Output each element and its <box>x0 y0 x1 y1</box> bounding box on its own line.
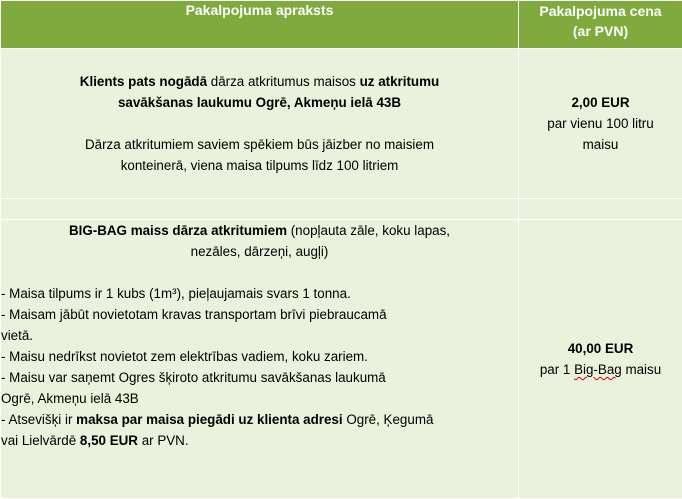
big-bag-bullet-pickup-line2: Ogrē, Akmeņu ielā 43B <box>1 388 518 409</box>
big-bag-bullet-delivery-line2 <box>1 430 518 451</box>
delivery-fee-bold: maksa par maisa piegādi uz klienta adresi <box>76 412 342 427</box>
self-delivery-line1 <box>1 71 518 92</box>
self-delivery-price-unit-line1: par vienu 100 litru <box>519 113 682 134</box>
big-bag-price-value: 40,00 EUR <box>568 341 634 356</box>
big-bag-price <box>519 220 682 499</box>
big-bag-description <box>1 220 519 499</box>
big-bag-title-line2: nezāles, dārzeņi, augļi) <box>1 241 518 262</box>
big-bag-bullet-restriction: - Maisu nedrīkst novietot zem elektrības vadiem, koku zariem. <box>1 346 518 367</box>
big-bag-unit-b: Big-Bag <box>574 362 622 377</box>
big-bag-bullet-volume: - Maisa tilpums ir 1 kubs (1m³), pieļaujamais svars 1 tonna. <box>1 283 518 304</box>
delivery-price-bold: 8,50 EUR <box>80 433 138 448</box>
big-bag-bullet-placement-line1: - Maisam jābūt novietotam kravas transportam brīvi piebraucamā <box>1 304 518 325</box>
delivery-line2-b: ar PVN. <box>138 433 189 448</box>
service-row-big-bag <box>1 220 682 499</box>
self-delivery-gap <box>1 113 518 134</box>
self-delivery-price-unit-line2: maisu <box>519 134 682 155</box>
self-delivery-bold-a: Klients pats nogādā <box>80 74 207 89</box>
self-delivery-bold-b: uz atkritumu <box>360 74 440 89</box>
big-bag-unit-c: maisu <box>622 362 661 377</box>
header-row <box>1 1 682 49</box>
price-header-line2: (ar PVN) <box>519 21 682 41</box>
price-column-header <box>519 1 682 49</box>
self-delivery-note-line2: konteinerā, viena maisa tilpums līdz 100 litriem <box>1 155 518 176</box>
delivery-line2-a: vai Lielvārdē <box>1 433 80 448</box>
self-delivery-description <box>1 49 519 199</box>
spacer-cell-right <box>519 199 682 220</box>
big-bag-price-unit <box>519 359 682 380</box>
self-delivery-line2 <box>1 92 518 113</box>
big-bag-gap <box>1 262 518 283</box>
self-delivery-price-value: 2,00 EUR <box>571 95 629 110</box>
delivery-prefix: - Atsevišķi ir <box>1 412 76 427</box>
self-delivery-address: savākšanas laukumu Ogrē, Akmeņu ielā 43B <box>118 95 401 110</box>
spacer-cell-left <box>1 199 519 220</box>
big-bag-unit-a: par 1 <box>540 362 574 377</box>
description-column-header <box>1 1 519 49</box>
big-bag-title-line1 <box>1 220 518 241</box>
price-header-line1: Pakalpojuma cena <box>519 1 682 21</box>
big-bag-bullet-pickup-line1: - Maisu var saņemt Ogres šķiroto atkritumu savākšanas laukumā <box>1 367 518 388</box>
big-bag-bullet-placement-line2: vietā. <box>1 325 518 346</box>
big-bag-title-bold: BIG-BAG maiss dārza atkritumiem <box>69 223 287 238</box>
self-delivery-normal: dārza atkritumus maisos <box>207 74 360 89</box>
description-header-label: Pakalpojuma apraksts <box>186 2 334 18</box>
self-delivery-price <box>519 49 682 199</box>
spacer-row <box>1 199 682 220</box>
delivery-suffix: Ogrē, Ķegumā <box>343 412 434 427</box>
big-bag-title-normal: (nopļauta zāle, koku lapas, <box>287 223 450 238</box>
service-row-self-delivery <box>1 49 682 199</box>
big-bag-bullet-delivery-line1 <box>1 409 518 430</box>
self-delivery-note-line1: Dārza atkritumiem saviem spēkiem būs jāizber no maisiem <box>1 134 518 155</box>
